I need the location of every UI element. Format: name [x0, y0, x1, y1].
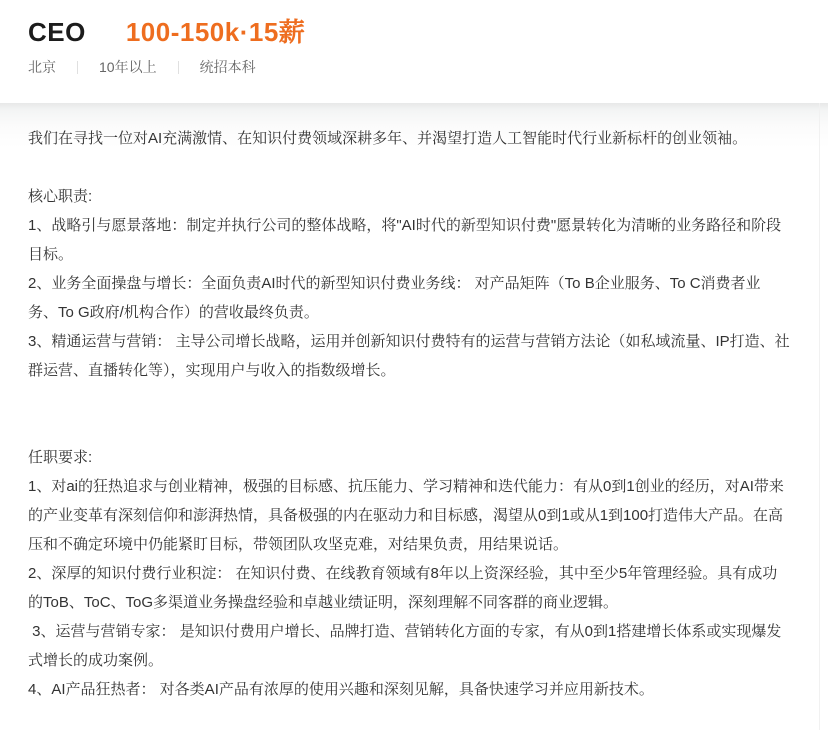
meta-experience: 10年以上	[99, 59, 157, 75]
job-header	[0, 0, 828, 103]
title-row	[28, 12, 790, 49]
responsibility-item-1: 1、战略引与愿景落地：制定并执行公司的整体战略，将"AI时代的新型知识付费"愿景转化为清晰的业务路径和阶段目标。	[28, 217, 782, 263]
section-heading-responsibilities: 核心职责:	[28, 188, 93, 205]
job-description	[0, 103, 828, 730]
meta-city: 北京	[28, 59, 56, 75]
meta-divider	[178, 61, 179, 74]
scrollbar-track-edge	[819, 103, 820, 730]
responsibility-item-2: 2、业务全面操盘与增长：全面负责AI时代的新型知识付费业务线： 对产品矩阵（To B企业服务、To C消费者业务、To G政府/机构合作）的营收最终负责。	[28, 275, 761, 321]
requirement-item-2: 2、深厚的知识付费行业积淀： 在知识付费、在线教育领域有8年以上资深经验，其中至少5年管理经验。具有成功的ToB、ToC、ToG多渠道业务操盘经验和卓越业绩证明，深刻理解不同客群的商业逻辑。	[28, 565, 778, 611]
job-salary: 100-150k·15薪	[125, 17, 306, 47]
job-meta-row	[28, 57, 256, 77]
requirement-item-1: 1、对ai的狂热追求与创业精神，极强的目标感、抗压能力、学习精神和迭代能力：有从0到1创业的经历，对AI带来的产业变革有深刻信仰和澎湃热情，具备极强的内在驱动力和目标感，渴望从0到1或从1到100打造伟大产品。在高压和不确定环境中仍能紧盯目标，带领团队攻坚克难，对结果负责，用结果说话。	[28, 478, 784, 553]
meta-education: 统招本科	[199, 59, 256, 75]
requirement-item-3: 3、运营与营销专家： 是知识付费用户增长、品牌打造、营销转化方面的专家，有从0到1搭建增长体系或实现爆发式增长的成功案例。	[28, 623, 782, 669]
requirement-item-4: 4、AI产品狂热者： 对各类AI产品有浓厚的使用兴趣和深刻见解，具备快速学习并应用新技术。	[28, 681, 654, 698]
meta-divider	[77, 61, 78, 74]
job-title: CEO	[28, 17, 86, 47]
intro-paragraph: 我们在寻找一位对AI充满激情、在知识付费领域深耕多年、并渴望打造人工智能时代行业新标杆的创业领袖。	[28, 130, 748, 147]
section-heading-requirements: 任职要求:	[28, 449, 93, 466]
responsibility-item-3: 3、精通运营与营销： 主导公司增长战略，运用并创新知识付费特有的运营与营销方法论（如私域流量、IP打造、社群运营、直播转化等），实现用户与收入的指数级增长。	[28, 333, 790, 379]
